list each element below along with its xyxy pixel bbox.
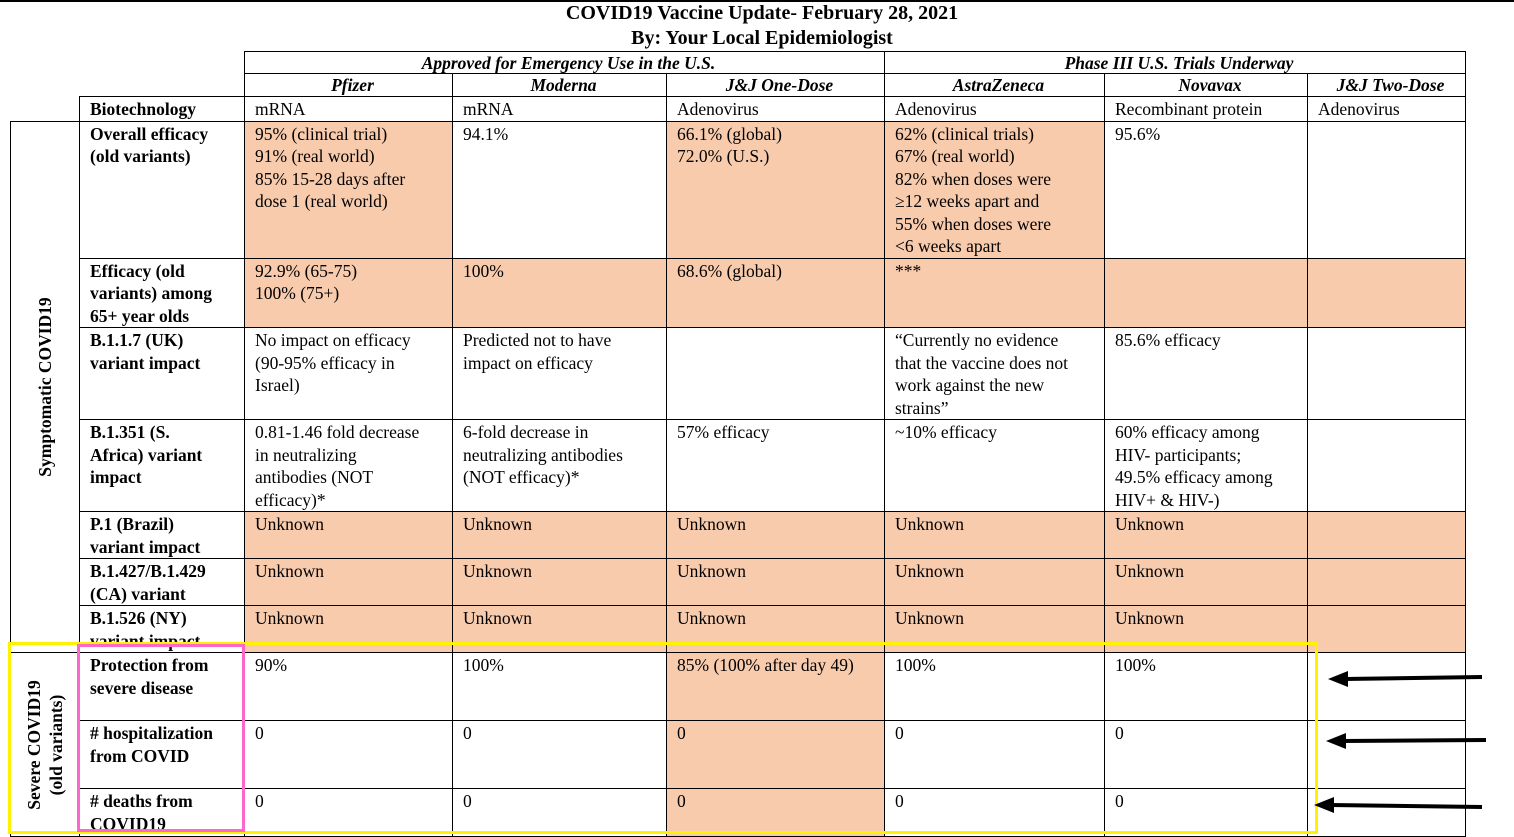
cell-line: 0 xyxy=(463,723,472,743)
data-cell xyxy=(245,789,453,837)
vaccine-header-astrazeneca: AstraZeneca xyxy=(885,74,1105,97)
data-cell xyxy=(667,559,885,606)
cell-line: Israel) xyxy=(255,375,300,395)
data-cell xyxy=(245,606,453,653)
data-cell xyxy=(245,721,453,789)
cell-line: 0 xyxy=(255,791,264,811)
arrow-left-icon xyxy=(1324,728,1490,754)
cell-line: 62% (clinical trials) xyxy=(895,123,1034,144)
row-label xyxy=(80,653,245,721)
data-cell xyxy=(667,606,885,653)
data-cell xyxy=(1308,559,1466,606)
document-byline: By: Your Local Epidemiologist xyxy=(631,27,893,49)
biotech-cell: mRNA xyxy=(453,97,667,122)
row-label-line: Overall efficacy xyxy=(90,123,209,144)
data-cell xyxy=(885,512,1105,559)
cell-line: Unknown xyxy=(463,608,533,628)
data-cell xyxy=(885,721,1105,789)
row-label xyxy=(80,121,245,258)
data-cell xyxy=(1105,328,1308,420)
biotech-cell: Adenovirus xyxy=(667,97,885,122)
data-cell xyxy=(1308,258,1466,328)
row-label-line: # hospitalization xyxy=(90,723,214,743)
row-label-line: impact xyxy=(90,467,142,487)
table-row xyxy=(11,789,1466,837)
table-row xyxy=(11,420,1466,512)
group-header-phase3: Phase III U.S. Trials Underway xyxy=(885,52,1466,74)
cell-line: Unknown xyxy=(895,608,965,628)
cell-line: 0 xyxy=(677,723,686,743)
data-cell xyxy=(245,559,453,606)
cell-line: work against the new xyxy=(895,375,1045,395)
biotech-label: Biotechnology xyxy=(80,97,245,122)
cell-line: 82% when doses were xyxy=(895,168,1051,189)
vaccine-header-novavax: Novavax xyxy=(1105,74,1308,97)
data-cell xyxy=(885,559,1105,606)
cell-line: efficacy)* xyxy=(255,489,326,510)
row-label-line: (CA) variant xyxy=(90,583,186,604)
cell-line: 100% (75+) xyxy=(255,283,340,303)
data-cell xyxy=(245,653,453,721)
cell-line: 0 xyxy=(895,791,904,811)
cell-line: 92.9% (65-75) xyxy=(255,260,358,281)
row-label-line: COVID19 xyxy=(90,813,166,834)
cell-line: 100% xyxy=(463,655,504,675)
section-label: Severe COVID19 xyxy=(24,679,44,810)
cell-line: 85% 15-28 days after xyxy=(255,168,406,189)
row-label-line: 65+ year olds xyxy=(90,305,190,326)
data-cell xyxy=(885,420,1105,512)
cell-line: *** xyxy=(895,260,922,281)
cell-line: Unknown xyxy=(255,561,325,581)
cell-line: ≥12 weeks apart and xyxy=(895,191,1040,211)
data-cell xyxy=(1105,512,1308,559)
data-cell xyxy=(667,512,885,559)
data-cell xyxy=(453,512,667,559)
data-cell xyxy=(1308,606,1466,653)
cell-line: (90-95% efficacy in xyxy=(255,352,395,373)
row-label-line: B.1.1.7 (UK) xyxy=(90,330,184,350)
cell-line: 68.6% (global) xyxy=(677,260,782,281)
table-row xyxy=(11,606,1466,653)
data-cell xyxy=(885,121,1105,258)
row-label xyxy=(80,512,245,559)
cell-line: Unknown xyxy=(255,514,325,534)
row-label-line: variant impact xyxy=(90,352,201,373)
data-cell xyxy=(453,420,667,512)
cell-line: Unknown xyxy=(895,514,965,534)
biotech-cell: Adenovirus xyxy=(1308,97,1466,122)
cell-line: dose 1 (real world) xyxy=(255,191,388,211)
cell-line: Unknown xyxy=(1115,561,1185,581)
table-row xyxy=(11,721,1466,789)
data-cell xyxy=(885,606,1105,653)
data-cell xyxy=(245,328,453,420)
section-symptomatic xyxy=(11,121,80,653)
cell-line: 60% efficacy among xyxy=(1115,422,1260,442)
table-row xyxy=(11,512,1466,559)
data-cell xyxy=(885,789,1105,837)
vaccine-header-pfizer: Pfizer xyxy=(245,74,453,97)
section-label: (old variants) xyxy=(46,694,66,795)
data-cell xyxy=(245,258,453,328)
cell-line: HIV+ & HIV-) xyxy=(1115,489,1220,510)
data-cell xyxy=(1308,512,1466,559)
cell-line: 90% xyxy=(255,655,288,675)
row-label-line: variants) among xyxy=(90,283,213,303)
cell-line: neutralizing antibodies xyxy=(463,444,623,465)
row-label-line: Protection from xyxy=(90,655,209,675)
data-cell xyxy=(453,721,667,789)
cell-line: 94.1% xyxy=(463,123,509,144)
cell-line: 85% (100% after day 49) xyxy=(677,655,854,675)
table-row xyxy=(11,559,1466,606)
data-cell xyxy=(667,258,885,328)
cell-line: 100% xyxy=(895,655,936,675)
data-cell xyxy=(245,512,453,559)
data-cell xyxy=(667,328,885,420)
cell-line: 49.5% efficacy among xyxy=(1115,467,1273,487)
cell-line: Unknown xyxy=(677,514,747,534)
data-cell xyxy=(1308,121,1466,258)
data-cell xyxy=(1105,121,1308,258)
cell-line: 55% when doses were xyxy=(895,213,1051,234)
cell-line: 0 xyxy=(677,791,686,811)
data-cell xyxy=(667,121,885,258)
vaccine-header-jj-one-dose: J&J One-Dose xyxy=(667,74,885,97)
data-cell xyxy=(453,789,667,837)
biotech-cell: Adenovirus xyxy=(885,97,1105,122)
cell-line: that the vaccine does not xyxy=(895,352,1068,373)
document-title: COVID19 Vaccine Update- February 28, 2021 xyxy=(565,2,959,24)
biotech-cell: mRNA xyxy=(245,97,453,122)
cell-line: 0 xyxy=(463,791,472,811)
data-cell xyxy=(1105,559,1308,606)
cell-line: “Currently no evidence xyxy=(895,330,1059,350)
cell-line: Unknown xyxy=(895,561,965,581)
row-label-line: Efficacy (old xyxy=(90,260,185,281)
table-body xyxy=(11,121,1466,837)
row-label-line: variant impact xyxy=(90,630,201,651)
cell-line: 0 xyxy=(1115,723,1124,743)
row-label-line: B.1.526 (NY) xyxy=(90,608,187,628)
cell-line: 91% (real world) xyxy=(255,146,375,166)
cell-line: 67% (real world) xyxy=(895,146,1015,166)
vaccine-header-moderna: Moderna xyxy=(453,74,667,97)
cell-line: 66.1% (global) xyxy=(677,123,782,144)
row-label xyxy=(80,420,245,512)
cell-line: ~10% efficacy xyxy=(895,422,997,442)
cell-line: Unknown xyxy=(255,608,325,628)
data-cell xyxy=(667,653,885,721)
data-cell xyxy=(453,606,667,653)
biotech-cell: Recombinant protein xyxy=(1105,97,1308,122)
row-label-line: variant impact xyxy=(90,536,201,557)
cell-line: impact on efficacy xyxy=(463,352,593,373)
data-cell xyxy=(1308,420,1466,512)
data-cell xyxy=(453,559,667,606)
cell-line: HIV- participants; xyxy=(1115,444,1242,465)
cell-line: 85.6% efficacy xyxy=(1115,330,1221,350)
cell-line: Unknown xyxy=(463,514,533,534)
data-cell xyxy=(1105,420,1308,512)
row-label xyxy=(80,258,245,328)
vaccine-header-jj-two-dose: J&J Two-Dose xyxy=(1308,74,1466,97)
table-row xyxy=(11,328,1466,420)
data-cell xyxy=(885,258,1105,328)
row-label-line: Africa) variant xyxy=(90,444,203,465)
cell-line: <6 weeks apart xyxy=(895,236,1002,256)
data-cell xyxy=(245,121,453,258)
data-cell xyxy=(667,420,885,512)
row-label xyxy=(80,721,245,789)
table-row xyxy=(11,258,1466,328)
row-label xyxy=(80,789,245,837)
data-cell xyxy=(453,258,667,328)
cell-line: 95.6% xyxy=(1115,123,1161,144)
data-cell xyxy=(667,721,885,789)
cell-line: 0 xyxy=(895,723,904,743)
data-cell xyxy=(1105,721,1308,789)
data-cell xyxy=(453,328,667,420)
cell-line: Predicted not to have xyxy=(463,330,612,350)
section-severe xyxy=(11,653,80,837)
cell-line: Unknown xyxy=(677,608,747,628)
table-row xyxy=(11,653,1466,721)
row-label-line: # deaths from xyxy=(90,791,193,811)
row-label-line: B.1.427/B.1.429 xyxy=(90,561,206,581)
arrow-left-icon xyxy=(1326,666,1486,692)
row-label xyxy=(80,328,245,420)
cell-line: Unknown xyxy=(463,561,533,581)
cell-line: 100% xyxy=(463,260,504,281)
cell-line: strains” xyxy=(895,397,949,418)
cell-line: 6-fold decrease in xyxy=(463,422,589,442)
data-cell xyxy=(667,789,885,837)
cell-line: 0.81-1.46 fold decrease xyxy=(255,422,420,442)
cell-line: 0 xyxy=(1115,791,1124,811)
data-cell xyxy=(885,328,1105,420)
cell-line: Unknown xyxy=(1115,514,1185,534)
cell-line: 72.0% (U.S.) xyxy=(677,146,770,166)
row-label-line: severe disease xyxy=(90,677,194,698)
data-cell xyxy=(453,121,667,258)
data-cell xyxy=(885,653,1105,721)
row-label-line: P.1 (Brazil) xyxy=(90,514,174,534)
cell-line: Unknown xyxy=(1115,608,1185,628)
data-cell xyxy=(453,653,667,721)
group-header-eua: Approved for Emergency Use in the U.S. xyxy=(245,52,885,74)
cell-line: 57% efficacy xyxy=(677,422,770,442)
data-cell xyxy=(1105,258,1308,328)
cell-line: antibodies (NOT xyxy=(255,467,374,487)
data-cell xyxy=(1105,789,1308,837)
row-label xyxy=(80,606,245,653)
vaccine-table xyxy=(10,51,1466,837)
cell-line: Unknown xyxy=(677,561,747,581)
row-label-line: from COVID xyxy=(90,745,190,766)
arrow-left-icon xyxy=(1312,792,1486,818)
table-row xyxy=(11,121,1466,258)
row-label xyxy=(80,559,245,606)
data-cell xyxy=(245,420,453,512)
data-cell xyxy=(1105,606,1308,653)
cell-line: No impact on efficacy xyxy=(255,330,411,350)
data-cell xyxy=(1105,653,1308,721)
cell-line: 0 xyxy=(255,723,264,743)
cell-line: (NOT efficacy)* xyxy=(463,467,580,487)
cell-line: in neutralizing xyxy=(255,444,357,465)
cell-line: 100% xyxy=(1115,655,1156,675)
row-label-line: (old variants) xyxy=(90,146,191,166)
row-label-line: B.1.351 (S. xyxy=(90,422,170,442)
section-label: Symptomatic COVID19 xyxy=(35,297,55,477)
cell-line: 95% (clinical trial) xyxy=(255,123,388,144)
data-cell xyxy=(1308,328,1466,420)
